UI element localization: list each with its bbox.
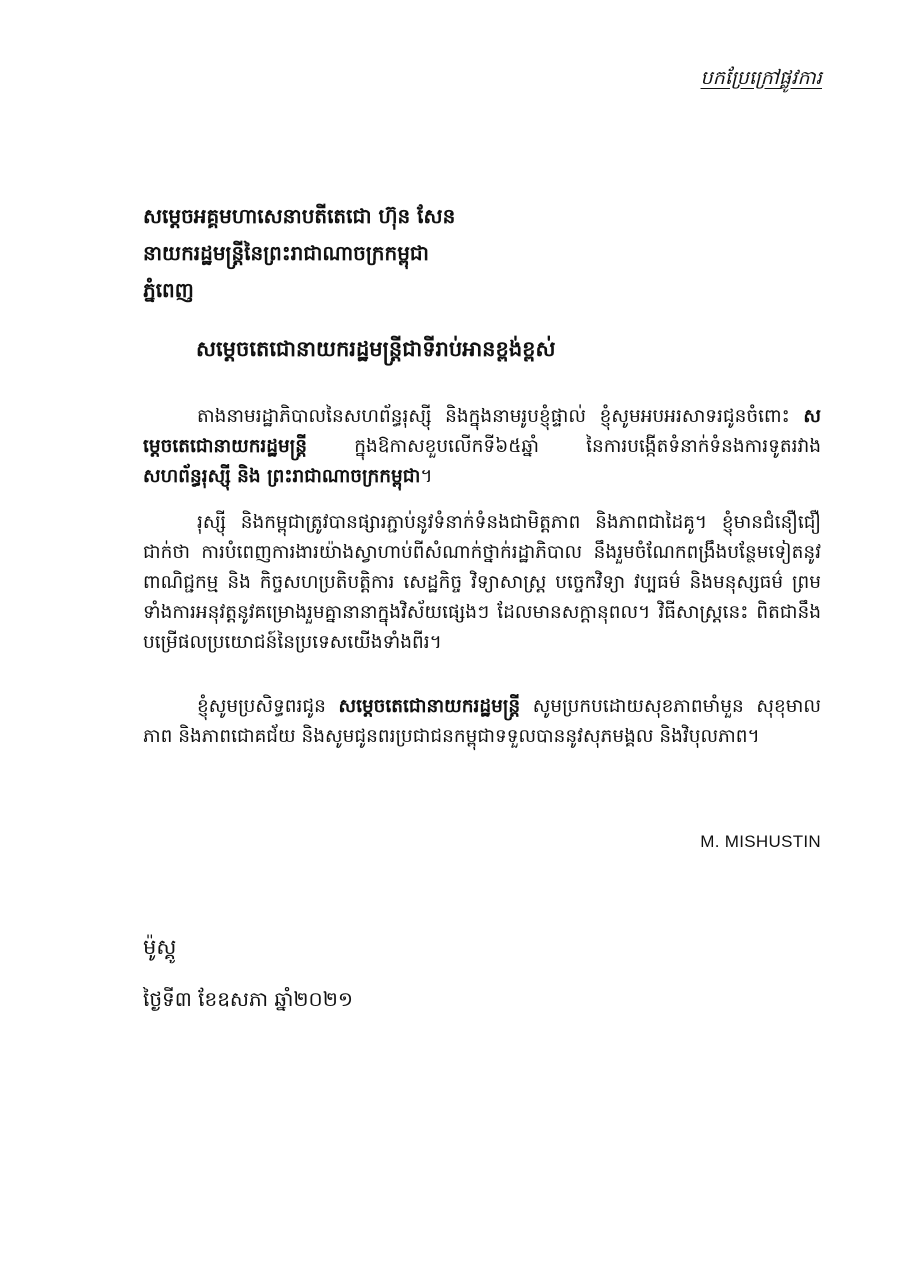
salutation: សម្តេចតេជោនាយករដ្ឋមន្ត្រីជាទីរាប់អានខ្ពង់ខ្ពស់: [196, 337, 556, 361]
letter-date: ថ្ងៃទី៣ ខែឧសភា ឆ្នាំ២០២១: [143, 987, 353, 1011]
paragraph-text: ខ្ញុំសូមប្រសិទ្ធពរជូន: [197, 696, 339, 717]
place-of-signing: ម៉ូស្គូ: [143, 935, 177, 959]
paragraph-text: តាងនាមរដ្ឋាភិបាលនៃសហព័ន្ធរុស្ស៊ី និងក្នុងនាមរូបខ្ញុំផ្ទាល់ ខ្ញុំសូមអបអរសាទរជូនចំពោះ: [197, 406, 804, 427]
paragraph-text: រុស្ស៊ី និងកម្ពុជាត្រូវបានផ្សារភ្ជាប់នូវទំនាក់ទំនងជាមិត្តភាព និងភាពជាដៃគូ។ ខ្ញុំមានជំនឿជឿជាក់ថា ការបំពេញការងារយ៉ាងស្វាហាប់ពីសំណាក់ថ្នាក់រដ្ឋាភិបាល នឹងរួមចំណែកពង្រឹងបន្ថែមទៀតនូវពាណិជ្ជកម្ម និង កិច្ចសហប្រតិបត្តិការ សេដ្ឋកិច្ច វិទ្យាសាស្ត្រ បច្ចេកវិទ្យា វប្បធម៌ និងមនុស្សធម៌ ព្រមទាំងការអនុវត្តនូវគម្រោងរួមគ្នានានាក្នុងវិស័យផ្សេងៗ ដែលមានសក្តានុពល។ វិធីសាស្ត្រនេះ ពិតជានឹងបម្រើផលប្រយោជន៍នៃប្រទេសយើងទាំងពីរ។: [143, 512, 821, 653]
paragraph-text: ។: [420, 466, 433, 487]
unofficial-translation-note: បកប្រែក្រៅផ្លូវការ: [700, 67, 822, 89]
paragraph-text: ក្នុងឱកាសខួបលើកទី៦៥ឆ្នាំ នៃការបង្កើតទំនាក់ទំនងការទូតរវាង: [307, 436, 821, 457]
recipient-city: ភ្នំពេញ: [143, 278, 194, 302]
paragraph-bold-text: សម្តេចតេជោនាយករដ្ឋមន្ត្រី: [338, 696, 521, 717]
paragraph-text: សូមប្រកបដោយសុខភាពមាំមួន សុខុមាលភាព និងភាពជោគជ័យ និងសូមជូនពរប្រជាជនកម្ពុជាទទួលបាននូវសុភមង្គល និងវិបុលភាព។: [143, 696, 821, 747]
paragraph-congratulation: [143, 402, 821, 492]
signature-name: M. MISHUSTIN: [700, 832, 821, 851]
recipient-position: នាយករដ្ឋមន្ត្រីនៃព្រះរាជាណាចក្រកម្ពុជា: [143, 241, 429, 265]
paragraph-bold-text: សហព័ន្ធរុស្ស៊ី និង ព្រះរាជាណាចក្រកម្ពុជា: [143, 466, 421, 487]
paragraph-bold-text: សម្តេចតេជោនាយករដ្ឋមន្ត្រី: [143, 406, 821, 457]
recipient-title: សម្តេចអគ្គមហាសេនាបតីតេជោ ហ៊ុន សែន: [143, 204, 456, 228]
paragraph-wishes: [143, 692, 821, 752]
recipient-block: [143, 198, 455, 309]
paragraph-relations: [143, 508, 821, 658]
